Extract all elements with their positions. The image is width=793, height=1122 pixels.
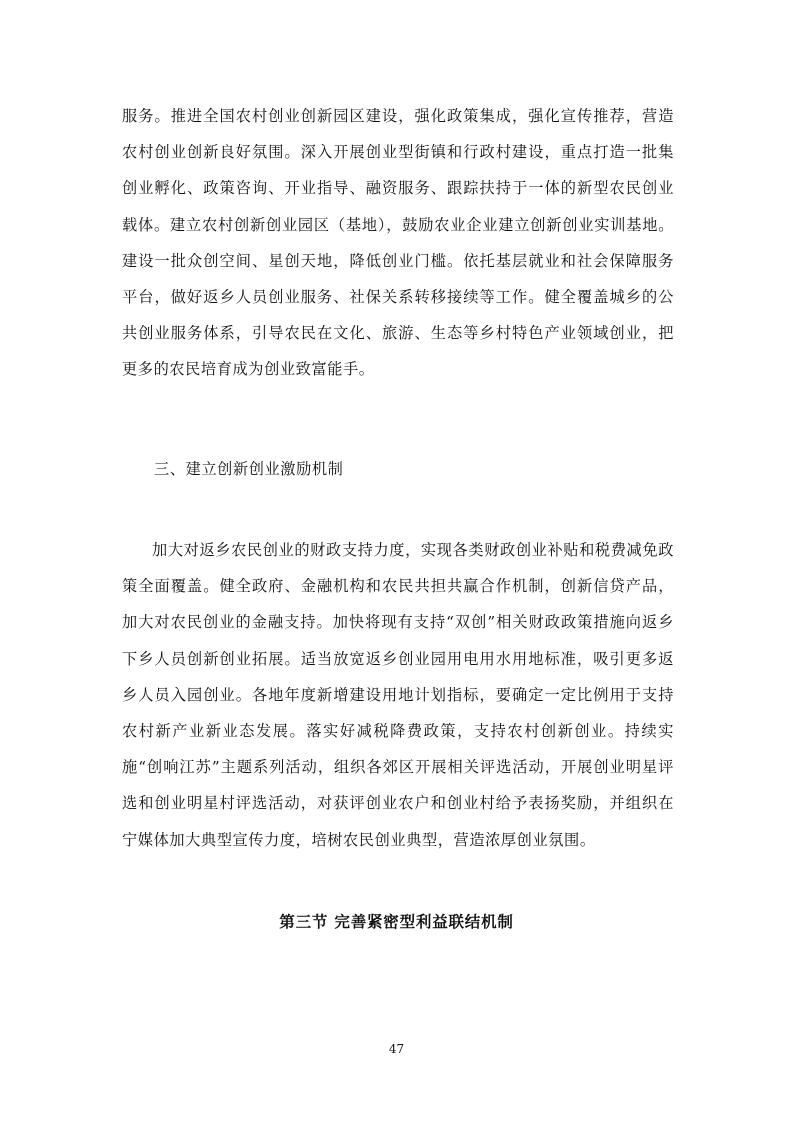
section-title: 第三节 完善紧密型利益联结机制 (279, 912, 514, 931)
body-paragraph-1: 服务。推进全国农村创业创新园区建设，强化政策集成，强化宣传推荐，营造农村创业创新良好氛围。深入开展创业型街镇和行政村建设，重点打造一批集创业孵化、政策咨询、开业指导、融资服务、跟踪扶持于一体的新型农民创业载体。建立农村创新创业园区（基地），鼓励农业企业建立创新创业实训基地。建设一批众创空间、星创天地，降低创业门槛。依托基层就业和社会保障服务平台，做好返乡人员创业服务、社保关系转移接续等工作。健全覆盖城乡的公共创业服务体系，引导农民在文化、旅游、生态等乡村特色产业领域创业，把更多的农民培育成为创业致富能手。 (122, 107, 674, 379)
body-paragraph-2: 加大对返乡农民创业的财政支持力度，实现各类财政创业补贴和税费减免政策全面覆盖。健全政府、金融机构和农民共担共赢合作机制，创新信贷产品，加大对农民创业的金融支持。加快将现有支持“双创”相关财政政策措施向返乡下乡人员创新创业拓展。适当放宽返乡创业园用电用水用地标准，吸引更多返乡人员入园创业。各地年度新增建设用地计划指标，要确定一定比例用于支持农村新产业新业态发展。落实好减税降费政策，支持农村创新创业。持续实施“创响江苏”主题系列活动，组织各郊区开展相关评选活动，开展创业明星评选和创业明星村评选活动，对获评创业农户和创业村给予表扬奖励，并组织在宁媒体加大典型宣传力度，培树农民创业典型，营造浓厚创业氛围。 (122, 541, 674, 849)
subheading-innovation-incentive: 三、建立创新创业激励机制 (154, 460, 344, 478)
page-number: 47 (388, 1042, 405, 1056)
